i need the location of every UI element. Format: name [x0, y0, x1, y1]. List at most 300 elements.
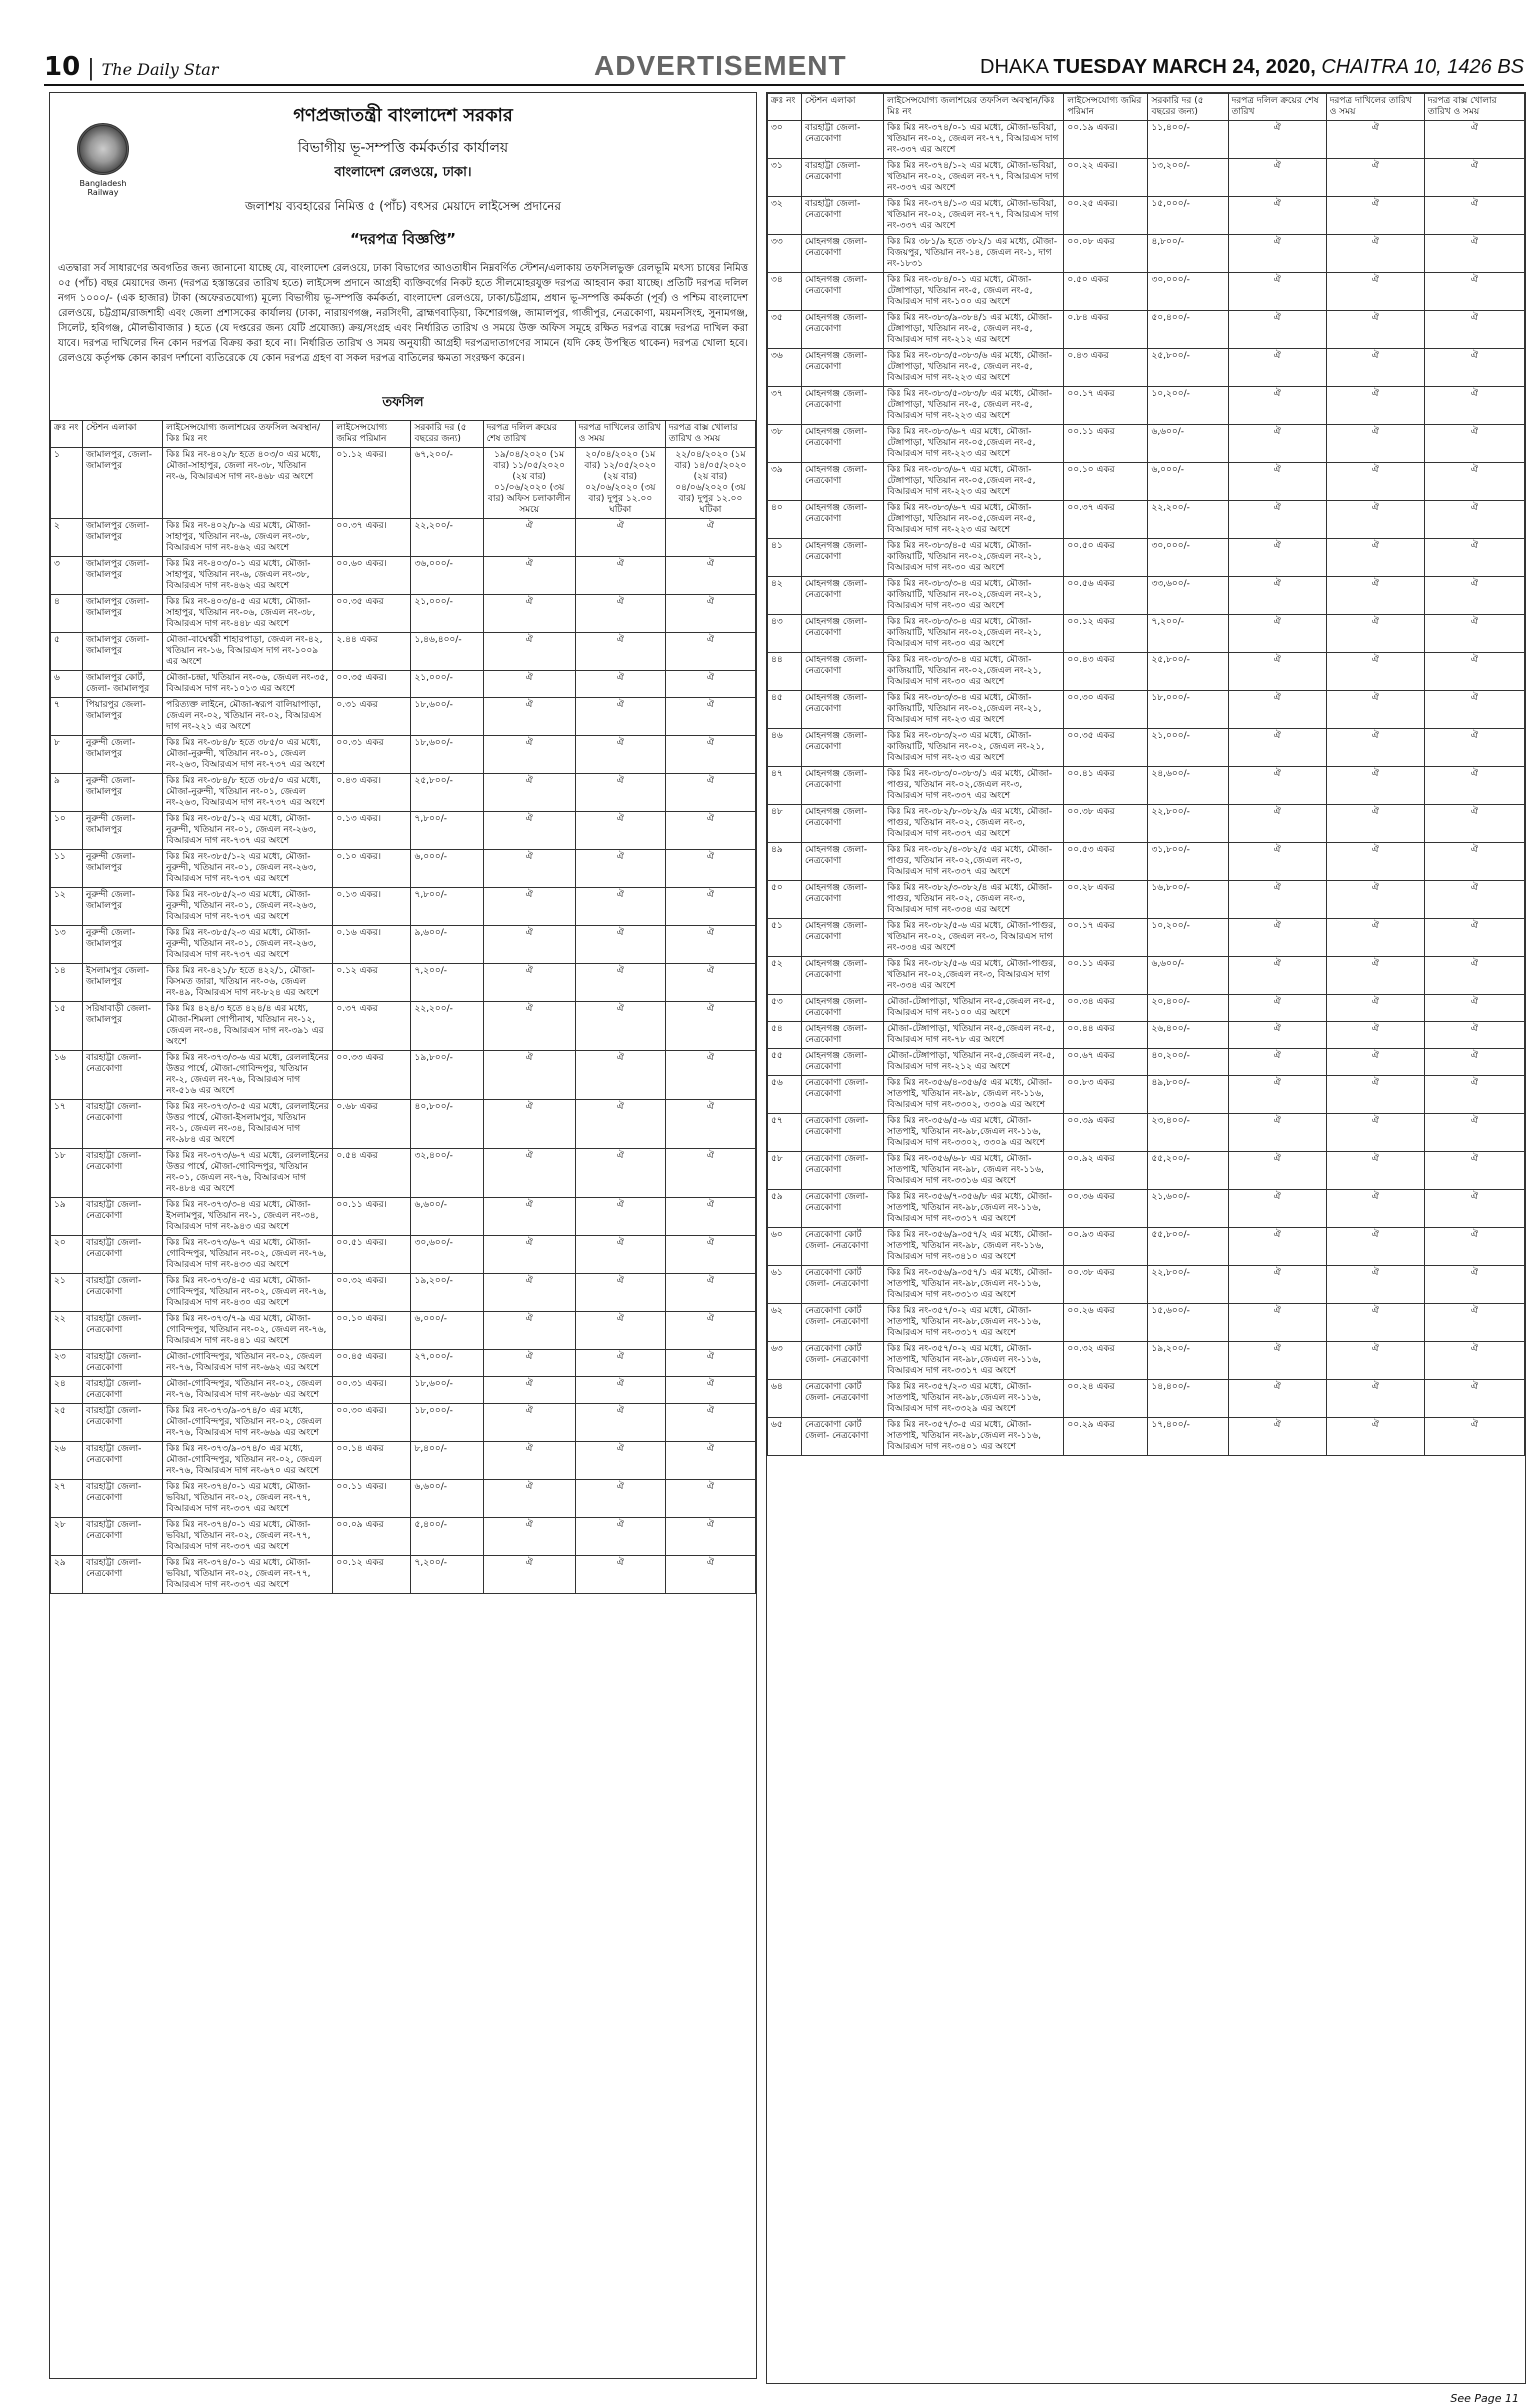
cell-area: ০০.১২ একর	[1064, 615, 1148, 653]
cell-area: ০.১০ একর।	[333, 850, 411, 888]
table-row	[51, 448, 756, 519]
cell-sl: ২৩	[51, 1350, 83, 1377]
cell-open: ঐ	[665, 812, 755, 850]
cell-location: কিঃ মিঃ ৪২৪/৩ হতে ৪২৪/৪ এর মধ্যে, মৌজা-শিমলা গোপীনাথ, খতিয়ান নং-১২, জেএল নং-৩৪, বিআরএস দাগ নং-৩৯১ এর অংশে	[163, 1002, 333, 1051]
cell-location: কিঃ মিঃ নং-৩৮৫/১-২ এর মধ্যে, মৌজা-নুরুন্দী, খতিয়ান নং-০১, জেএল নং-২৬৩, বিআরএস দাগ নং-৭৩৭ এর অংশে	[163, 812, 333, 850]
cell-submit: ঐ	[1326, 881, 1424, 919]
cell-station: জামালপুর কোর্ট, জেলা- জামালপুর	[83, 671, 163, 698]
notice-header	[50, 93, 756, 253]
table-row	[768, 159, 1525, 197]
table-row	[768, 235, 1525, 273]
cell-location: কিঃ মিঃ নং-৩৮৫/২-৩ এর মধ্যে, মৌজা-নুরুন্দী, খতিয়ান নং-০১, জেএল নং-২৬৩, বিআরএস দাগ নং-৭৩৭ এর অংশে	[163, 888, 333, 926]
cell-area: ০.১২ একর	[333, 964, 411, 1002]
table-row	[51, 1556, 756, 1594]
cell-location: কিঃ মিঃ নং-৪০২/৮ হতে ৪০৩/০ এর মধ্যে, মৌজা-সাহাপুর, জেলা নং-৩৮, খতিয়ান নং-৬, বিআরএস দাগ নং-৪৬৮ এর অংশে	[163, 448, 333, 519]
cell-location: কিঃ মিঃ নং-৩৮৩/৩-৪ এর মধ্যে, মৌজা-কাজিয়াটি, খতিয়ান নং-০২,জেএল নং-২১, বিআরএস দাগ নং-৩০ এর অংশে	[884, 577, 1064, 615]
cell-rate: ৯,৬০০/-	[411, 926, 483, 964]
cell-submit: ঐ	[1326, 349, 1424, 387]
cell-sl: ৩৯	[768, 463, 802, 501]
table-row	[768, 957, 1525, 995]
cell-area: ০.৮৪ একর	[1064, 311, 1148, 349]
cell-buy: ঐ	[1228, 1266, 1326, 1304]
cell-open: ঐ	[1424, 957, 1524, 995]
cell-open: ঐ	[1424, 235, 1524, 273]
cell-sl: ৩৭	[768, 387, 802, 425]
dateline-city: DHAKA	[980, 56, 1048, 78]
cell-sl: ৪৭	[768, 767, 802, 805]
cell-buy: ঐ	[483, 557, 575, 595]
cell-area: ০০.৯৩ একর	[1064, 1228, 1148, 1266]
cell-rate: ১০,২০০/-	[1148, 387, 1228, 425]
cell-sl: ২১	[51, 1274, 83, 1312]
table-row	[768, 463, 1525, 501]
cell-rate: ৬,০০০/-	[411, 1312, 483, 1350]
cell-rate: ১৬,৮০০/-	[1148, 881, 1228, 919]
cell-location: কিঃ মিঃ ৩৮১/৯ হতে ৩৮২/১ এর মধ্যে, মৌজা-বিজয়পুর, খতিয়ান নং-১৪, জেএল নং-১, দাগ নং-১৮৩১	[884, 235, 1064, 273]
table-row	[51, 633, 756, 671]
cell-location: কিঃ মিঃ নং-৩৫৬/৫-৬ এর মধ্যে, মৌজা-সাতপাই, খতিয়ান নং-৯৮,জেএল নং-১১৬, বিআরএস দাগ নং-৩৩০২, ৩৩০৯ এর অংশে	[884, 1114, 1064, 1152]
cell-location: কিঃ মিঃ নং-৪২১/৮ হতে ৪২২/১, মৌজা-কিসমত জারা, খতিয়ান নং-০৬, জেএল নং-৪৯, বিআরএস দাগ নং-৮২৪ এর অংশে	[163, 964, 333, 1002]
table-row	[51, 1236, 756, 1274]
cell-station: মোহনগঞ্জ জেলা- নেত্রকোণা	[802, 387, 884, 425]
cell-location: কিঃ মিঃ নং-৩৮৩/৪-৫ এর মধ্যে, মৌজা-কাজিয়াটি, খতিয়ান নং-০২,জেএল নং-২১, বিআরএস দাগ নং-৩০ এর অংশে	[884, 539, 1064, 577]
cell-location: পরিত্যক্ত লাইনে, মৌজা-স্বরূপ বালিয়াপাড়া, জেএল নং-০২, খতিয়ান নং-০২, বিআরএস দাগ নং-২২১ এর অংশে	[163, 698, 333, 736]
cell-submit: ঐ	[575, 1480, 665, 1518]
cell-open: ঐ	[1424, 1228, 1524, 1266]
cell-rate: ২২,২০০/-	[411, 1002, 483, 1051]
cell-area: ০০.১১ একর।	[333, 1480, 411, 1518]
cell-location: কিঃ মিঃ নং-৩৭৪/০-১ এর মধ্যে, মৌজা-ভবিয়া, খতিয়ান নং-০২, জেএল নং-৭৭, বিআরএস দাগ নং-৩৩৭ এর অংশে	[163, 1518, 333, 1556]
cell-rate: ১৫,৬০০/-	[1148, 1304, 1228, 1342]
cell-station: মোহনগঞ্জ জেলা- নেত্রকোণা	[802, 957, 884, 995]
cell-area: ০০.৫১ একর।	[333, 1236, 411, 1274]
cell-station: মোহনগঞ্জ জেলা- নেত্রকোণা	[802, 729, 884, 767]
cell-location: কিঃ মিঃ নং-৩৮৩/২-৩ এর মধ্যে, মৌজা-কাজিয়াটি, খতিয়ান নং-০২, জেএল নং-২১, বিআরএস দাগ নং-২৩ এর অংশে	[884, 729, 1064, 767]
table-row	[768, 919, 1525, 957]
cell-buy: ঐ	[483, 1002, 575, 1051]
cell-rate: ৬,৬০০/-	[1148, 957, 1228, 995]
cell-location: কিঃ মিঃ নং-৩৫৭/০-২ এর মধ্যে, মৌজা-সাতপাই, খতিয়ান নং-৯৮,জেএল নং-১১৬, বিআরএস দাগ নং-৩৩১৭ এর অংশে	[884, 1342, 1064, 1380]
cell-location: কিঃ মিঃ নং-৩৮৫/২-৩ এর মধ্যে, মৌজা-নুরুন্দী, খতিয়ান নং-০১, জেএল নং-২৬৩, বিআরএস দাগ নং-৭৩৭ এর অংশে	[163, 926, 333, 964]
cell-station: নেত্রকোণা জেলা- নেত্রকোণা	[802, 1114, 884, 1152]
cell-open: ঐ	[665, 774, 755, 812]
cell-rate: ৬,০০০/-	[411, 850, 483, 888]
notice-body: এতদ্বারা সর্ব সাধারণের অবগতির জন্য জানানো যাচ্ছে যে, বাংলাদেশ রেলওয়ে, ঢাকা বিভাগের আওতাধীন নিম্নবর্ণিত স্টেশন/এলাকায় তফসিলভুক্ত রেলভূমি মৎস্য চাষের নিমিত্ত ০৫ (পাঁচ) বছর মেয়াদের জন্য (দরপত্র হস্তান্তরের তারিখ হতে) লাইসেন্স প্রদানে আগ্রহী ব্যক্তিবর্গের নিকট হতে সীলমোহরযুক্ত দরপত্র আহবান করা যাচ্ছে। প্রতিটি দরপত্র দলিল নগদ ১০০০/- (এক হাজার) টাকা (অফেরতযোগ্য) মূল্যে বিভাগীয় ভূ-সম্পত্তি কর্মকর্তা, বাংলাদেশ রেলওয়ে, ঢাকা/চট্টগ্রাম, প্রধান ভূ-সম্পত্তি কর্মকর্তা (পূর্ব) ও পশ্চিম বাংলাদেশ রেলওয়ে, চট্টগ্রাম/রাজশাহী এবং জেলা প্রশাসকের কার্যালয় (ঢাকা, নারায়ণগঞ্জ, নরসিংদী, ব্রাহ্মণবাড়িয়া, কিশোরগঞ্জ, জামালপুর, গাজীপুর, নেত্রকোণা, ময়মনসিংহ, সুনামগঞ্জ, সিলেট, হবিগঞ্জ, মৌলভীবাজার ) হতে (যে দপ্তরের জন্য যেটি প্রযোজ্য) ক্রয়/সংগ্রহ এবং নির্ধারিত তারিখ ও সময়ে উক্ত অফিস সমূহে রক্ষিত দরপত্র বাক্সে দরপত্র দাখিল করা যাবে। দরপত্র দাখিলের দিন কোন দরপত্র বিক্রয় করা হবে না। নির্ধারিত তারিখ ও সময় অনুযায়ী আগ্রহী দরপত্রদাতাগণের সামনে (যদি কেহ উপস্থিত থাকেন) দরপত্র খোলা হবে। রেলওয়ে কর্তৃপক্ষ কোন কারণ দর্শানো ব্যতিরেকে যে কোন দরপত্র গ্রহণ বা সকল দরপত্র বাতিলের ক্ষমতা সংরক্ষণ করেন।	[58, 263, 748, 364]
cell-station: মোহনগঞ্জ জেলা- নেত্রকোণা	[802, 273, 884, 311]
notice-dept: বাংলাদেশ রেলওয়ে, ঢাকা।	[334, 165, 472, 180]
header-station: স্টেশন এলাকা	[802, 94, 884, 121]
cell-location: কিঃ মিঃ নং-৩৫৬/৯-৩৫৭/২ এর মধ্যে, মৌজা-সাতপাই, খতিয়ান নং-৯৮, জেএল নং-১১৬, বিআরএস দাগ নং-৩৪১০ এর অংশে	[884, 1228, 1064, 1266]
cell-submit: ঐ	[1326, 577, 1424, 615]
cell-location: কিঃ মিঃ নং-৩৭৩/৩-৬ এর মধ্যে, রেললাইনের উত্তর পার্শ্বে, মৌজা-গোবিন্দপুর, খতিয়ান নং-২, জেএল নং-৭৬, বিআরএস দাগ নং-৫১৬ এর অংশে	[163, 1051, 333, 1100]
cell-station: নেত্রকোণা জেলা- নেত্রকোণা	[802, 1152, 884, 1190]
cell-submit: ঐ	[575, 1377, 665, 1404]
table-row	[51, 812, 756, 850]
cell-sl: ৪	[51, 595, 83, 633]
table-row	[768, 387, 1525, 425]
cell-buy: ঐ	[1228, 1304, 1326, 1342]
cell-rate: ৫৫,২০০/-	[1148, 1152, 1228, 1190]
cell-station: জামালপুর, জেলা- জামালপুর	[83, 448, 163, 519]
cell-submit: ঐ	[1326, 463, 1424, 501]
cell-station: জামালপুর জেলা- জামালপুর	[83, 633, 163, 671]
cell-open: ঐ	[1424, 1190, 1524, 1228]
cell-open: ঐ	[665, 926, 755, 964]
cell-submit: ঐ	[575, 519, 665, 557]
cell-rate: ৩০,৬০০/-	[411, 1236, 483, 1274]
cell-location: কিঃ মিঃ নং-৩৮৪/০-১ এর মধ্যে, মৌজা-টেঙ্গাপাড়া, খতিয়ান নং-৫, জেএল নং-৫, বিআরএস দাগ নং-১০০ এর অংশে	[884, 273, 1064, 311]
cell-area: ০০.৩২ একর	[1064, 1342, 1148, 1380]
cell-rate: ৫৫,৮০০/-	[1148, 1228, 1228, 1266]
cell-rate: ২২,৮০০/-	[1148, 1266, 1228, 1304]
cell-location: কিঃ মিঃ নং-৩৫৭/০-২ এর মধ্যে, মৌজা-সাতপাই, খতিয়ান নং-৯৮,জেএল নং-১১৬, বিআরএস দাগ নং-৩৩১৭ এর অংশে	[884, 1304, 1064, 1342]
cell-area: ০০.৩৯ একর	[1064, 1114, 1148, 1152]
table-row	[51, 1149, 756, 1198]
cell-sl: ১৩	[51, 926, 83, 964]
cell-buy: ঐ	[1228, 1342, 1326, 1380]
cell-station: মোহনগঞ্জ জেলা- নেত্রকোণা	[802, 615, 884, 653]
table-row	[51, 736, 756, 774]
cell-open: ঐ	[665, 595, 755, 633]
table-row	[768, 1022, 1525, 1049]
cell-submit: ঐ	[1326, 197, 1424, 235]
cell-buy: ঐ	[483, 698, 575, 736]
cell-location: কিঃ মিঃ নং-৩৭৩/৯-৩৭৪/০ এর মধ্যে, মৌজা-গোবিন্দপুর, খতিয়ান নং-০২, জেএল নং-৭৬, বিআরএস দাগ নং-৬৭০ এর অংশে	[163, 1442, 333, 1480]
table-row	[768, 1152, 1525, 1190]
cell-area: ০০.৩৭ একর।	[333, 519, 411, 557]
cell-buy: ঐ	[1228, 1152, 1326, 1190]
cell-open: ঐ	[1424, 1049, 1524, 1076]
railway-emblem	[66, 123, 140, 197]
cell-buy: ঐ	[483, 1556, 575, 1594]
cell-buy: ঐ	[1228, 767, 1326, 805]
cell-sl: ৬	[51, 671, 83, 698]
cell-location: কিঃ মিঃ নং-৩৫৭/২-৩ এর মধ্যে, মৌজা-সাতপাই, খতিয়ান নং-৯৮,জেএল নং-১১৬, বিআরএস দাগ নং-৩৩২৯ এর অংশে	[884, 1380, 1064, 1418]
cell-area: ০০.১২ একর	[333, 1556, 411, 1594]
cell-open: ঐ	[665, 557, 755, 595]
cell-area: ০০.৩২ একর।	[333, 1274, 411, 1312]
cell-open: ঐ	[665, 1051, 755, 1100]
cell-buy: ঐ	[483, 1100, 575, 1149]
cell-buy: ঐ	[483, 1149, 575, 1198]
cell-location: মৌজা-টেঙ্গাপাড়া, খতিয়ান নং-৫,জেএল নং-৫, বিআরএস দাগ নং-১০০ এর অংশে	[884, 995, 1064, 1022]
cell-sl: ৭	[51, 698, 83, 736]
cell-location: কিঃ মিঃ নং-৩৭৩/৭-৯ এর মধ্যে, মৌজা-গোবিন্দপুর, খতিয়ান নং-০২, জেএল নং-৭৬, বিআরএস দাগ নং-৪৪১ এর অংশে	[163, 1312, 333, 1350]
cell-buy: ঐ	[1228, 1228, 1326, 1266]
cell-area: ০০.৪৩ একর	[1064, 653, 1148, 691]
masthead-rule	[44, 84, 1524, 86]
cell-open: ২২/০৪/২০২০ (১ম বার) ১৪/০৫/২০২০ (২য় বার) ০৪/০৬/২০২০ (৩য় বার) দুপুর ১২.০০ ঘটিকা	[665, 448, 755, 519]
cell-open: ঐ	[1424, 501, 1524, 539]
cell-station: মোহনগঞ্জ জেলা- নেত্রকোণা	[802, 995, 884, 1022]
cell-buy: ঐ	[1228, 881, 1326, 919]
cell-submit: ঐ	[1326, 539, 1424, 577]
dateline	[980, 56, 1524, 79]
cell-rate: ৭,২০০/-	[1148, 615, 1228, 653]
cell-area: ০১.১২ একর।	[333, 448, 411, 519]
cell-sl: ৫৪	[768, 1022, 802, 1049]
cell-submit: ঐ	[575, 1149, 665, 1198]
cell-station: মোহনগঞ্জ জেলা- নেত্রকোণা	[802, 843, 884, 881]
cell-location: কিঃ মিঃ নং-৩৭৪/১-২ এর মধ্যে, মৌজা-ভবিয়া, খতিয়ান নং-০২, জেএল নং-৭৭, বিআরএস দাগ নং-৩৩৭ এর অংশে	[884, 159, 1064, 197]
cell-submit: ঐ	[1326, 235, 1424, 273]
cell-station: বারহাট্টা জেলা- নেত্রকোণা	[83, 1377, 163, 1404]
cell-submit: ঐ	[1326, 1342, 1424, 1380]
cell-buy: ঐ	[483, 1350, 575, 1377]
cell-sl: ৩৮	[768, 425, 802, 463]
cell-buy: ঐ	[1228, 539, 1326, 577]
cell-rate: ৮,৪০০/-	[411, 1442, 483, 1480]
cell-submit: ঐ	[1326, 995, 1424, 1022]
cell-station: ইসলামপুর জেলা- জামালপুর	[83, 964, 163, 1002]
cell-open: ঐ	[665, 1236, 755, 1274]
cell-rate: ২৫,৮০০/-	[411, 774, 483, 812]
cell-sl: ২৬	[51, 1442, 83, 1480]
cell-buy: ঐ	[1228, 919, 1326, 957]
cell-sl: ২৯	[51, 1556, 83, 1594]
cell-location: কিঃ মিঃ নং-৩৮৪/৮ হতে ৩৮৫/০ এর মধ্যে, মৌজা-নুরুন্দী, খতিয়ান নং-০১, জেএল নং-২৬৩, বিআরএস দাগ নং-৭৩৭ এর অংশে	[163, 736, 333, 774]
cell-submit: ঐ	[575, 1051, 665, 1100]
cell-area: ০০.৩১ একর।	[333, 1377, 411, 1404]
cell-buy: ঐ	[483, 595, 575, 633]
cell-submit: ঐ	[1326, 273, 1424, 311]
cell-rate: ২৫,৮০০/-	[1148, 349, 1228, 387]
cell-open: ঐ	[1424, 387, 1524, 425]
header-station: স্টেশন এলাকা	[83, 421, 163, 448]
cell-open: ঐ	[665, 1350, 755, 1377]
cell-buy: ঐ	[483, 1518, 575, 1556]
cell-rate: ১৮,৬০০/-	[411, 698, 483, 736]
cell-rate: ২১,০০০/-	[411, 671, 483, 698]
cell-submit: ঐ	[1326, 729, 1424, 767]
cell-sl: ৪৪	[768, 653, 802, 691]
cell-rate: ২১,০০০/-	[1148, 729, 1228, 767]
cell-rate: ৩১,৮০০/-	[1148, 843, 1228, 881]
cell-location: কিঃ মিঃ নং-৩৭৪/১-৩ এর মধ্যে, মৌজা-ভবিয়া, খতিয়ান নং-০২, জেএল নং-৭৭, বিআরএস দাগ নং-৩৩৭ এর অংশে	[884, 197, 1064, 235]
dateline-date: TUESDAY MARCH 24, 2020,	[1053, 56, 1316, 78]
cell-location: মৌজা-টেঙ্গাপাড়া, খতিয়ান নং-৫,জেএল নং-৫, বিআরএস দাগ নং-৭৮ এর অংশে	[884, 1022, 1064, 1049]
cell-location: কিঃ মিঃ নং-৩৮২/৮-৩৮২/৯ এর মধ্যে, মৌজা-পাগুর, খতিয়ান নং-০২, জেএল নং-৩, বিআরএস দাগ নং-৩৩৭ এর অংশে	[884, 805, 1064, 843]
cell-rate: ৬,৬০০/-	[411, 1198, 483, 1236]
cell-area: ০০.৩৫ একর	[1064, 729, 1148, 767]
cell-open: ঐ	[665, 1149, 755, 1198]
cell-area: ০.১৩ একর।	[333, 888, 411, 926]
cell-sl: ২	[51, 519, 83, 557]
cell-rate: ১৯,২০০/-	[411, 1274, 483, 1312]
cell-sl: ৬৩	[768, 1342, 802, 1380]
cell-open: ঐ	[665, 1404, 755, 1442]
cell-area: ০.১৩ একর।	[333, 812, 411, 850]
cell-rate: ১৯,৮০০/-	[411, 1051, 483, 1100]
table-body-left	[51, 448, 756, 1594]
cell-rate: ২২,২০০/-	[1148, 501, 1228, 539]
cell-location: মৌজা-বাঘেশ্বরী শাহারপাড়া, জেএল নং-৪২, খতিয়ান নং-১৬, বিআরএস দাগ নং-১০০৯ এর অংশে	[163, 633, 333, 671]
cell-station: নেত্রকোণা জেলা- নেত্রকোণা	[802, 1076, 884, 1114]
cell-buy: ঐ	[1228, 349, 1326, 387]
cell-rate: ২৭,০০০/-	[411, 1350, 483, 1377]
cell-area: ০.৪৩ একর।	[333, 774, 411, 812]
cell-buy: ঐ	[483, 633, 575, 671]
table-row	[768, 501, 1525, 539]
cell-area: ০০.৫৬ একর	[1064, 577, 1148, 615]
cell-buy: ঐ	[483, 1442, 575, 1480]
cell-open: ঐ	[665, 1377, 755, 1404]
cell-open: ঐ	[1424, 767, 1524, 805]
cell-station: নেত্রকোণা কোর্ট জেলা- নেত্রকোণা	[802, 1228, 884, 1266]
cell-area: ০০.১১ একর।	[333, 1198, 411, 1236]
cell-station: সরিষাবাড়ী জেলা- জামালপুর	[83, 1002, 163, 1051]
table-row	[768, 805, 1525, 843]
cell-location: কিঃ মিঃ নং-৩৮৪/৮ হতে ৩৮৫/০ এর মধ্যে, মৌজা-নুরুন্দী, খতিয়ান নং-০১, জেএল নং-২৬৩, বিআরএস দাগ নং-৭৩৭ এর অংশে	[163, 774, 333, 812]
cell-sl: ৫৬	[768, 1076, 802, 1114]
cell-area: ০০.৪১ একর	[1064, 767, 1148, 805]
cell-location: কিঃ মিঃ নং-৩৭৩/৩-৪ এর মধ্যে, মৌজা-ইসলামপুর, খতিয়ান নং-১, জেএল নং-৩৪, বিআরএস দাগ নং-৯৪৩ এর অংশে	[163, 1198, 333, 1236]
cell-area: ০০.৩৬ একর	[1064, 1190, 1148, 1228]
cell-station: পিয়ারপুর জেলা- জামালপুর	[83, 698, 163, 736]
cell-sl: ১০	[51, 812, 83, 850]
cell-open: ঐ	[665, 736, 755, 774]
table-row	[768, 539, 1525, 577]
cell-station: বারহাট্টা জেলা- নেত্রকোণা	[83, 1442, 163, 1480]
cell-sl: ৬১	[768, 1266, 802, 1304]
cell-buy: ঐ	[1228, 1114, 1326, 1152]
cell-sl: ৫৯	[768, 1190, 802, 1228]
cell-station: মোহনগঞ্জ জেলা- নেত্রকোণা	[802, 501, 884, 539]
cell-sl: ১৭	[51, 1100, 83, 1149]
table-row	[768, 197, 1525, 235]
table-row	[51, 1518, 756, 1556]
cell-buy: ঐ	[1228, 235, 1326, 273]
cell-area: ০০.৪৪ একর	[1064, 1022, 1148, 1049]
table-row	[768, 273, 1525, 311]
cell-location: কিঃ মিঃ নং-৩৮৩/০-৩৮৩/১ এর মধ্যে, মৌজা-পাগুর, খতিয়ান নং-০২,জেএল নং-৩, বিআরএস দাগ নং-৩৩৭ এর অংশে	[884, 767, 1064, 805]
cell-station: নেত্রকোণা কোর্ট জেলা- নেত্রকোণা	[802, 1342, 884, 1380]
table-row	[768, 577, 1525, 615]
cell-sl: ৩১	[768, 159, 802, 197]
cell-station: মোহনগঞ্জ জেলা- নেত্রকোণা	[802, 691, 884, 729]
cell-submit: ঐ	[575, 595, 665, 633]
cell-open: ঐ	[1424, 1076, 1524, 1114]
cell-open: ঐ	[665, 1442, 755, 1480]
cell-location: কিঃ মিঃ নং-৩৮৩/৬-৭ এর মধ্যে, মৌজা-টেঙ্গাপাড়া, খতিয়ান নং-০৫,জেএল নং-৫, বিআরএস দাগ নং-২২৩ এর অংশে	[884, 463, 1064, 501]
cell-station: জামালপুর জেলা- জামালপুর	[83, 519, 163, 557]
cell-area: ০.১৬ একর।	[333, 926, 411, 964]
table-row	[51, 926, 756, 964]
cell-rate: ৭,২০০/-	[411, 1556, 483, 1594]
cell-open: ঐ	[1424, 1114, 1524, 1152]
cell-open: ঐ	[665, 888, 755, 926]
cell-rate: ১৯,২০০/-	[1148, 1342, 1228, 1380]
cell-rate: ৬,০০০/-	[1148, 463, 1228, 501]
cell-station: মোহনগঞ্জ জেলা- নেত্রকোণা	[802, 463, 884, 501]
cell-rate: ৪,৮০০/-	[1148, 235, 1228, 273]
cell-location: কিঃ মিঃ নং-৪০২/৮-৯ এর মধ্যে, মৌজা-সাহাপুর, খতিয়ান নং-৬, জেএল নং-৩৮, বিআরএস দাগ নং-৪৬২ এর অংশে	[163, 519, 333, 557]
cell-station: নুরুন্দী জেলা- জামালপুর	[83, 850, 163, 888]
cell-buy: ঐ	[1228, 121, 1326, 159]
table-row	[768, 1076, 1525, 1114]
cell-buy: ঐ	[1228, 1022, 1326, 1049]
table-row	[51, 1274, 756, 1312]
cell-sl: ৪৯	[768, 843, 802, 881]
cell-submit: ঐ	[1326, 311, 1424, 349]
page-number: 10	[44, 52, 81, 82]
table-row	[51, 1002, 756, 1051]
cell-sl: ১৮	[51, 1149, 83, 1198]
cell-open: ঐ	[1424, 539, 1524, 577]
cell-open: ঐ	[1424, 1342, 1524, 1380]
cell-station: মোহনগঞ্জ জেলা- নেত্রকোণা	[802, 311, 884, 349]
table-row	[768, 1266, 1525, 1304]
cell-buy: ঐ	[1228, 729, 1326, 767]
table-body-right	[768, 121, 1525, 1456]
table-row	[51, 888, 756, 926]
cell-location: কিঃ মিঃ নং-৪০৩/০-১ এর মধ্যে, মৌজা-সাহাপুর, খতিয়ান নং-৬, জেএল নং-৩৮, বিআরএস দাগ নং-৪৬২ এর অংশে	[163, 557, 333, 595]
cell-station: বারহাট্টা জেলা- নেত্রকোণা	[83, 1480, 163, 1518]
header-area: লাইসেন্সযোগ্য জমির পরিমান	[333, 421, 411, 448]
cell-rate: ৪৯,৮০০/-	[1148, 1076, 1228, 1114]
cell-station: মোহনগঞ্জ জেলা- নেত্রকোণা	[802, 653, 884, 691]
cell-open: ঐ	[1424, 1418, 1524, 1456]
cell-rate: ২২,২০০/-	[411, 519, 483, 557]
cell-rate: ৪০,৮০০/-	[411, 1100, 483, 1149]
table-row	[768, 425, 1525, 463]
cell-area: ০.৩৭ একর	[333, 1002, 411, 1051]
cell-station: মোহনগঞ্জ জেলা- নেত্রকোণা	[802, 577, 884, 615]
cell-rate: ৩২,৪০০/-	[411, 1149, 483, 1198]
cell-rate: ২১,৬০০/-	[1148, 1190, 1228, 1228]
cell-rate: ২৪,৬০০/-	[1148, 767, 1228, 805]
cell-sl: ৬৪	[768, 1380, 802, 1418]
cell-area: ০০.৩৫ একর	[333, 595, 411, 633]
table-row	[51, 698, 756, 736]
notice-office: বিভাগীয় ভূ-সম্পত্তি কর্মকর্তার কার্যালয়	[297, 140, 509, 156]
cell-rate: ১৭,৪০০/-	[1148, 1418, 1228, 1456]
cell-buy: ঐ	[483, 888, 575, 926]
cell-station: মোহনগঞ্জ জেলা- নেত্রকোণা	[802, 881, 884, 919]
cell-location: কিঃ মিঃ নং-৩৭৪/০-১ এর মধ্যে, মৌজা-ভবিয়া, খতিয়ান নং-০২, জেএল নং-৭৭, বিআরএস দাগ নং-৩৩৭ এর অংশে	[163, 1480, 333, 1518]
cell-station: বারহাট্টা জেলা- নেত্রকোণা	[83, 1518, 163, 1556]
cell-area: ০০.২২ একর।	[1064, 159, 1148, 197]
cell-submit: ঐ	[1326, 387, 1424, 425]
cell-submit: ঐ	[1326, 1190, 1424, 1228]
cell-buy: ঐ	[483, 774, 575, 812]
table-row	[768, 121, 1525, 159]
cell-open: ঐ	[1424, 577, 1524, 615]
table-row	[768, 1190, 1525, 1228]
cell-sl: ৫৮	[768, 1152, 802, 1190]
cell-area: ০০.৫৩ একর	[1064, 843, 1148, 881]
cell-station: বারহাট্টা জেলা- নেত্রকোণা	[802, 197, 884, 235]
cell-open: ঐ	[1424, 349, 1524, 387]
cell-location: মৌজা-গোবিন্দপুর, খতিয়ান নং-০২, জেএল নং-৭৬, বিআরএস দাগ নং-৬৬৮ এর অংশে	[163, 1377, 333, 1404]
cell-buy: ঐ	[483, 926, 575, 964]
cell-open: ঐ	[1424, 197, 1524, 235]
cell-rate: ৩৩,৬০০/-	[1148, 577, 1228, 615]
table-row	[768, 995, 1525, 1022]
notice-title: গণপ্রজাতন্ত্রী বাংলাদেশ সরকার	[293, 105, 513, 126]
cell-area: ০০.১৭ একর	[1064, 387, 1148, 425]
cell-station: নেত্রকোণা কোর্ট জেলা- নেত্রকোণা	[802, 1418, 884, 1456]
cell-open: ঐ	[665, 698, 755, 736]
cell-submit: ঐ	[1326, 425, 1424, 463]
cell-open: ঐ	[665, 1518, 755, 1556]
cell-buy: ঐ	[483, 1377, 575, 1404]
cell-open: ঐ	[665, 519, 755, 557]
header-open: দরপত্র বাক্স খোলার তারিখ ও সময়	[1424, 94, 1524, 121]
cell-station: বারহাট্টা জেলা- নেত্রকোণা	[83, 1236, 163, 1274]
table-row	[51, 964, 756, 1002]
cell-location: কিঃ মিঃ নং-৩৮৩/৩-৪ এর মধ্যে, মৌজা-কাজিয়াটি, খতিয়ান নং-০২,জেএল নং-২১, বিআরএস দাগ নং-৩০ এর অংশে	[884, 615, 1064, 653]
